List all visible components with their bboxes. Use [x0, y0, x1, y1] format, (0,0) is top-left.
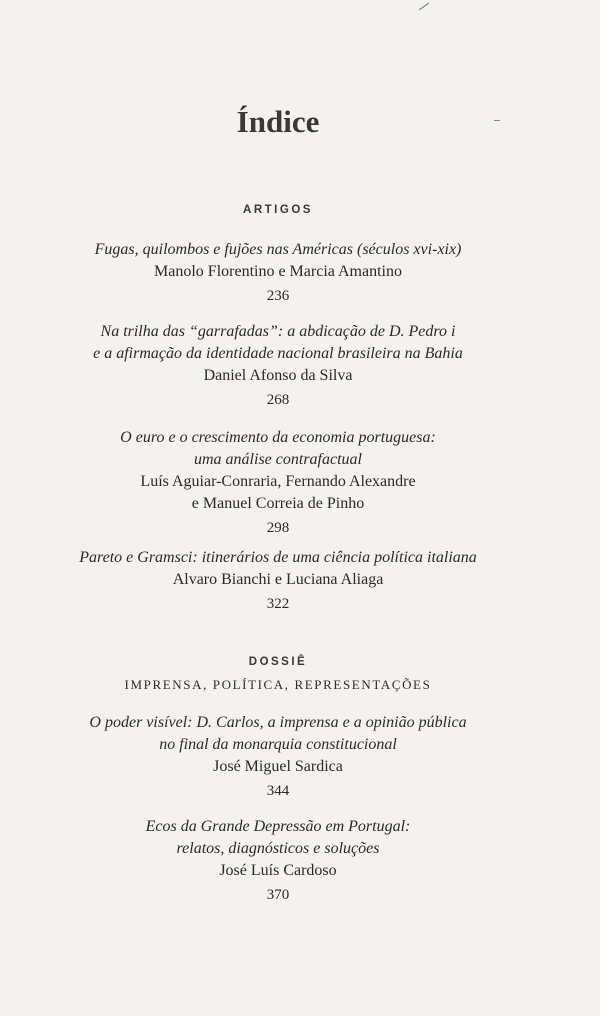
entry-title: Ecos da Grande Depressão em Portugal: — [145, 818, 411, 835]
toc-entry — [0, 712, 556, 802]
page-title: Índice — [236, 104, 320, 139]
entry-authors: Manolo Florentino e Marcia Amantino — [154, 263, 402, 280]
toc-entry — [0, 427, 556, 539]
entry-title: Na trilha das “garrafadas”: a abdicação de D. Pedro i — [100, 323, 456, 340]
toc-entry — [0, 321, 556, 411]
entry-title: O euro e o crescimento da economia portuguesa: — [120, 429, 436, 446]
entry-title: relatos, diagnósticos e soluções — [176, 840, 380, 857]
entry-authors: Luís Aguiar-Conraria, Fernando Alexandre — [140, 473, 416, 490]
toc-entry — [0, 547, 556, 615]
entry-page: 236 — [266, 288, 290, 304]
section-label-artigos: ARTIGOS — [243, 204, 313, 216]
entry-page: 268 — [266, 392, 290, 408]
entry-title: uma análise contrafactual — [194, 451, 362, 468]
entry-page: 370 — [266, 887, 290, 903]
entry-page: 298 — [266, 520, 290, 536]
entry-title: Pareto e Gramsci: itinerários de uma ciência política italiana — [79, 549, 477, 566]
entry-authors: e Manuel Correia de Pinho — [191, 495, 365, 512]
entry-authors: José Miguel Sardica — [213, 758, 343, 775]
entry-title: Fugas, quilombos e fujões nas Américas (séculos xvi-xix) — [94, 241, 462, 258]
toc-entry — [0, 816, 556, 906]
entry-title: no final da monarquia constitucional — [159, 736, 397, 753]
entry-authors: Alvaro Bianchi e Luciana Aliaga — [172, 571, 384, 588]
section-subtitle-dossie: IMPRENSA, POLÍTICA, REPRESENTAÇÕES — [124, 677, 432, 692]
entry-title: e a afirmação da identidade nacional brasileira na Bahia — [93, 345, 463, 362]
entry-authors: José Luís Cardoso — [219, 862, 337, 879]
toc-entry — [0, 239, 556, 307]
section-label-dossie: DOSSIÊ — [248, 656, 308, 668]
entry-authors: Daniel Afonso da Silva — [203, 367, 353, 384]
pencil-mark — [419, 3, 429, 11]
entry-title: O poder visível: D. Carlos, a imprensa e a opinião pública — [89, 714, 467, 731]
entry-page: 344 — [266, 783, 290, 799]
entry-page: 322 — [266, 596, 290, 612]
